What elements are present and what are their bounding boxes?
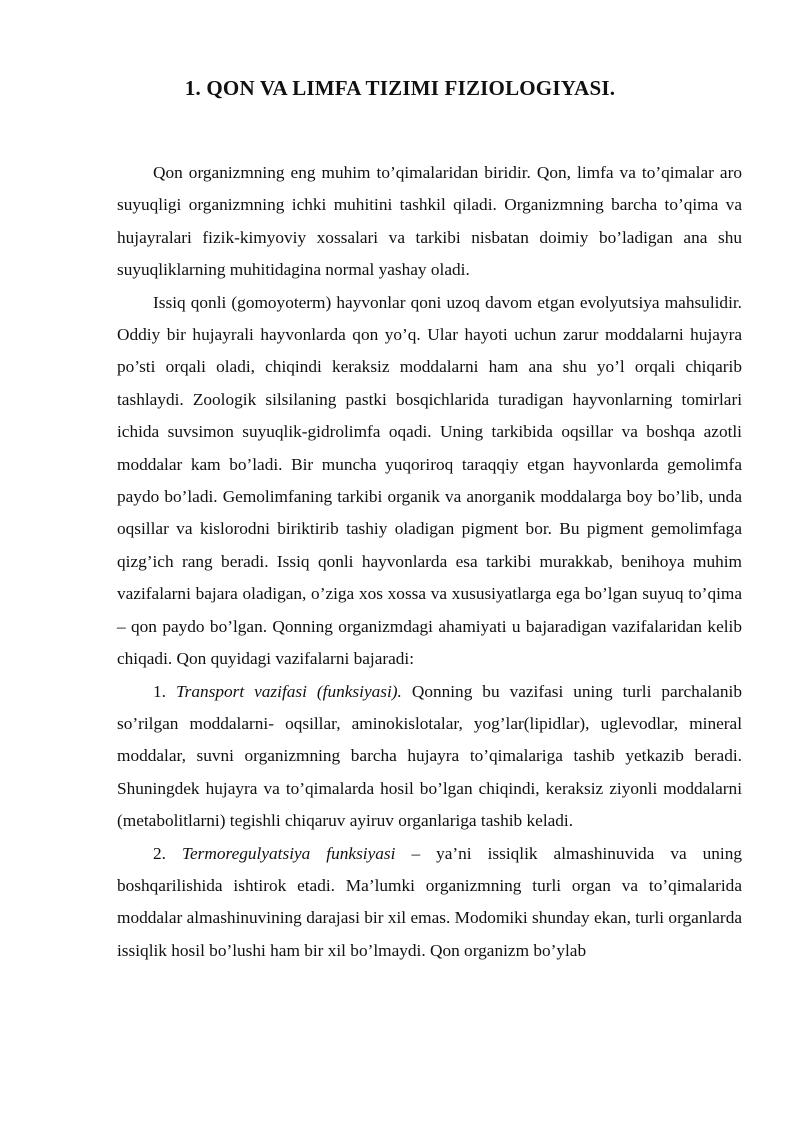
- paragraph-text: Issiq qonli (gomoyoterm) hayvonlar qoni uzoq davom etgan evolyutsiya mahsulidir. Oddiy bir hujayrali hayvonlarda qon yo’q. Ular hayoti uchun zarur moddalarni hujayra po’sti orqali oladi, chiqindi keraksiz moddalarni ham ana shu yo’l orqali chiqarib tashlaydi. Zoologik silsilaning pastki bosqichlarida turadigan hayvonlarning tomirlari ichida suvsimon suyuqlik-gidrolimfa oqadi. Uning tarkibida oqsillar va boshqa azotli moddalar kam bo’ladi. Bir muncha yuqoriroq taraqqiy etgan hayvonlarda gemolimfa paydo bo’ladi. Gemolimfaning tarkibi organik va anorganik moddalarga boy bo’lib, unda oqsillar va kislorodni biriktirib tashiy oladigan pigment bor. Bu pigment gemolimfaga qizg’ich rang beradi. Issiq qonli hayvonlarda esa tarkibi murakkab, benihoya muhim vazifalarni bajara oladigan, o’ziga xos xossa va xususiyatlarga ega bo’lgan suyuq to’qima – qon paydo bo’lgan. Qonning organizmdagi ahamiyati u bajaradigan vazifalaridan kelib chiqadi. Qon quyidagi vazifalarni bajaradi:: [117, 292, 742, 669]
- paragraph-text: Qonning bu vazifasi uning turli parchalanib so’rilgan moddalarni- oqsillar, aminokislotalar, yog’lar(lipidlar), uglevodlar, mineral moddalar, suvni organizmning barcha hujayra to’qimalariga tashib yetkazib beradi. Shuningdek hujayra va to’qimalarda hosil bo’lgan chiqindi, keraksiz ziyonli moddalarni (metabolitlarni) tegishli chiqaruv ayiruv organlariga tashib keladi.: [117, 681, 742, 831]
- paragraph-text: Qon organizmning eng muhim to’qimalaridan biridir. Qon, limfa va to’qimalar aro suyuqligi organizmning ichki muhitini tashkil qiladi. Organizmning barcha to’qima va hujayralari fizik-kimyoviy xossalari va tarkibi nisbatan doimiy bo’ladigan ana shu suyuqliklarning muhitidagina normal yashay oladi.: [117, 163, 742, 280]
- function-heading: Transport vazifasi (funksiyasi).: [175, 681, 402, 701]
- document-body: [117, 157, 742, 967]
- paragraph-intro: [117, 157, 742, 287]
- list-number: 2.: [153, 843, 166, 863]
- list-number: 1.: [153, 681, 166, 701]
- paragraph-transport-function: [117, 676, 742, 838]
- function-heading: Termoregulyatsiya funksiyasi: [181, 843, 396, 863]
- paragraph-thermoregulation-function: [117, 838, 742, 968]
- paragraph-evolution: [117, 287, 742, 676]
- page-title: 1. QON VA LIMFA TIZIMI FIZIOLOGIYASI.: [184, 76, 616, 100]
- paragraph-text: – ya’ni issiqlik almashinuvida va uning boshqarilishida ishtirok etadi. Ma’lumki organizmning turli organ va to’qimalarida moddalar almashinuvining darajasi bir xil emas. Modomiki shunday ekan, turli organlarda issiqlik hosil bo’lushi ham bir xil bo’lmaydi. Qon organizm bo’ylab: [117, 843, 743, 960]
